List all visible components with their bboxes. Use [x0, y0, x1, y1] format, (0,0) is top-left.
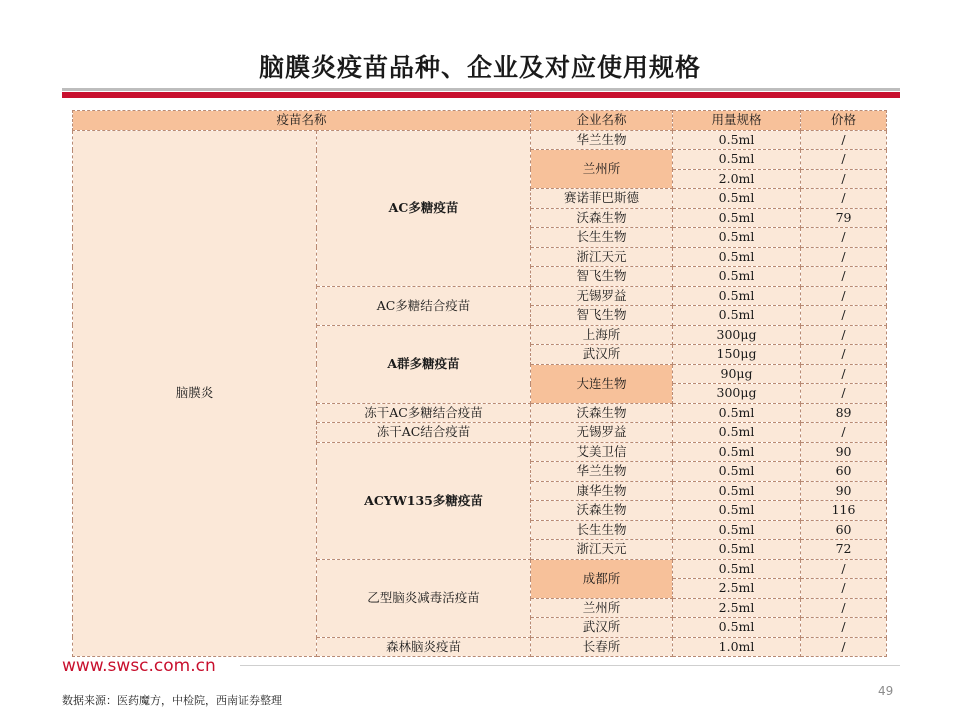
- spec-cell: 0.5ml: [673, 481, 801, 501]
- company-cell: 上海所: [531, 325, 673, 345]
- company-cell: 沃森生物: [531, 208, 673, 228]
- header-company: 企业名称: [531, 111, 673, 131]
- price-cell: /: [801, 150, 887, 170]
- spec-cell: 90μg: [673, 364, 801, 384]
- price-cell: /: [801, 130, 887, 150]
- price-cell: 60: [801, 462, 887, 482]
- price-cell: /: [801, 364, 887, 384]
- spec-cell: 0.5ml: [673, 267, 801, 287]
- spec-cell: 0.5ml: [673, 501, 801, 521]
- page-title: 脑膜炎疫苗品种、企业及对应使用规格: [258, 53, 701, 82]
- source-note: 数据来源：医药魔方，中检院，西南证券整理: [62, 694, 282, 707]
- price-cell: 89: [801, 403, 887, 423]
- company-cell: 兰州所: [531, 150, 673, 189]
- price-cell: 79: [801, 208, 887, 228]
- spec-cell: 0.5ml: [673, 189, 801, 209]
- price-cell: /: [801, 189, 887, 209]
- header-spec: 用量规格: [673, 111, 801, 131]
- company-cell: 赛诺菲巴斯德: [531, 189, 673, 209]
- spec-cell: 0.5ml: [673, 306, 801, 326]
- company-cell: 康华生物: [531, 481, 673, 501]
- price-cell: 72: [801, 540, 887, 560]
- spec-cell: 0.5ml: [673, 403, 801, 423]
- spec-cell: 0.5ml: [673, 618, 801, 638]
- company-cell: 无锡罗益: [531, 423, 673, 443]
- price-cell: /: [801, 637, 887, 657]
- price-cell: /: [801, 325, 887, 345]
- price-cell: /: [801, 423, 887, 443]
- company-cell: 长生生物: [531, 520, 673, 540]
- price-cell: /: [801, 306, 887, 326]
- spec-cell: 0.5ml: [673, 520, 801, 540]
- price-cell: 116: [801, 501, 887, 521]
- price-cell: 90: [801, 442, 887, 462]
- title-divider-gray: [62, 88, 900, 91]
- spec-cell: 0.5ml: [673, 228, 801, 248]
- table-row: [73, 130, 887, 150]
- vaccine-name-cell: 冻干AC结合疫苗: [317, 423, 531, 443]
- spec-cell: 0.5ml: [673, 130, 801, 150]
- price-cell: /: [801, 559, 887, 579]
- page-number: 49: [878, 684, 894, 698]
- spec-cell: 0.5ml: [673, 208, 801, 228]
- spec-cell: 300μg: [673, 384, 801, 404]
- company-cell: 智飞生物: [531, 267, 673, 287]
- company-cell: 成都所: [531, 559, 673, 598]
- spec-cell: 150μg: [673, 345, 801, 365]
- spec-cell: 0.5ml: [673, 150, 801, 170]
- vaccine-name-cell: ACYW135多糖疫苗: [317, 442, 531, 559]
- company-cell: 浙江天元: [531, 247, 673, 267]
- price-cell: /: [801, 345, 887, 365]
- company-cell: 浙江天元: [531, 540, 673, 560]
- spec-cell: 2.0ml: [673, 169, 801, 189]
- company-cell: 武汉所: [531, 618, 673, 638]
- company-cell: 武汉所: [531, 345, 673, 365]
- vaccine-table: [72, 110, 887, 657]
- price-cell: 60: [801, 520, 887, 540]
- company-cell: 无锡罗益: [531, 286, 673, 306]
- price-cell: /: [801, 169, 887, 189]
- price-cell: /: [801, 384, 887, 404]
- spec-cell: 0.5ml: [673, 286, 801, 306]
- company-cell: 长生生物: [531, 228, 673, 248]
- vaccine-name-cell: 乙型脑炎减毒活疫苗: [317, 559, 531, 637]
- spec-cell: 1.0ml: [673, 637, 801, 657]
- spec-cell: 0.5ml: [673, 540, 801, 560]
- spec-cell: 0.5ml: [673, 559, 801, 579]
- vaccine-name-cell: 森林脑炎疫苗: [317, 637, 531, 657]
- category-cell: 脑膜炎: [73, 130, 317, 657]
- spec-cell: 0.5ml: [673, 462, 801, 482]
- company-cell: 沃森生物: [531, 403, 673, 423]
- spec-cell: 0.5ml: [673, 423, 801, 443]
- spec-cell: 0.5ml: [673, 442, 801, 462]
- company-cell: 兰州所: [531, 598, 673, 618]
- spec-cell: 300μg: [673, 325, 801, 345]
- company-cell: 艾美卫信: [531, 442, 673, 462]
- header-price: 价格: [801, 111, 887, 131]
- spec-cell: 2.5ml: [673, 598, 801, 618]
- vaccine-name-cell: AC多糖疫苗: [317, 130, 531, 286]
- footer-url[interactable]: www.swsc.com.cn: [62, 656, 216, 676]
- header-vaccine: 疫苗名称: [73, 111, 531, 131]
- table-header-row: [73, 111, 887, 131]
- footer-divider: [240, 665, 900, 666]
- company-cell: 华兰生物: [531, 462, 673, 482]
- company-cell: 沃森生物: [531, 501, 673, 521]
- price-cell: /: [801, 286, 887, 306]
- price-cell: 90: [801, 481, 887, 501]
- spec-cell: 2.5ml: [673, 579, 801, 599]
- vaccine-name-cell: A群多糖疫苗: [317, 325, 531, 403]
- spec-cell: 0.5ml: [673, 247, 801, 267]
- price-cell: /: [801, 267, 887, 287]
- price-cell: /: [801, 618, 887, 638]
- price-cell: /: [801, 579, 887, 599]
- price-cell: /: [801, 247, 887, 267]
- vaccine-name-cell: AC多糖结合疫苗: [317, 286, 531, 325]
- company-cell: 智飞生物: [531, 306, 673, 326]
- price-cell: /: [801, 598, 887, 618]
- company-cell: 长春所: [531, 637, 673, 657]
- title-divider-red: [62, 92, 900, 98]
- company-cell: 华兰生物: [531, 130, 673, 150]
- vaccine-name-cell: 冻干AC多糖结合疫苗: [317, 403, 531, 423]
- company-cell: 大连生物: [531, 364, 673, 403]
- price-cell: /: [801, 228, 887, 248]
